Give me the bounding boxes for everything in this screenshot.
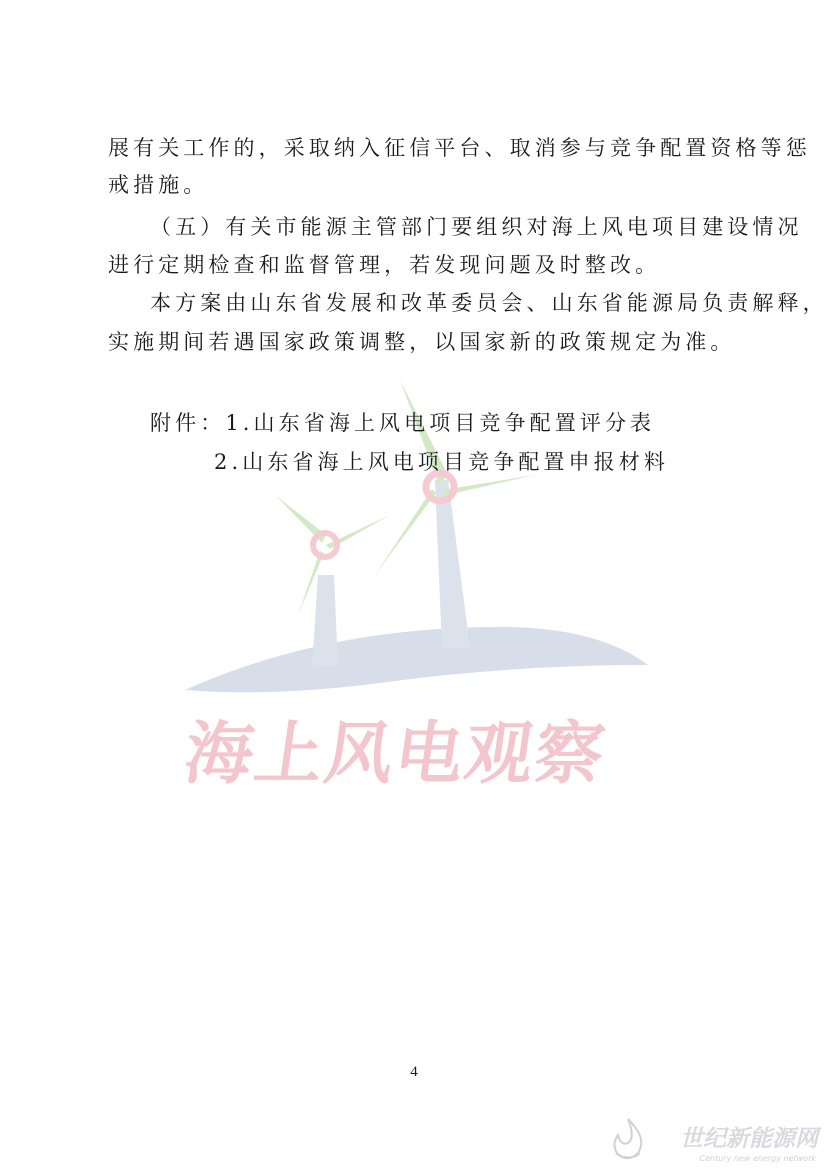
body-line-4: 进行定期检查和监督管理，若发现问题及时整改。 (108, 253, 661, 277)
attachments-label (150, 408, 655, 438)
attachment-item-2: 2.山东省海上风电项目竞争配置申报材料 (214, 450, 669, 474)
page-number: 4 (410, 1064, 418, 1080)
corner-watermark-subtext: Century new energy network (699, 1154, 816, 1163)
attachment-item-1: 1.山东省海上风电项目竞争配置评分表 (225, 411, 656, 435)
body-line-6: 实施期间若遇国家政策调整，以国家新的政策规定为准。 (108, 330, 736, 354)
body-line-5: 本方案由山东省发展和改革委员会、山东省能源局负责解释， (150, 291, 828, 315)
body-line-1: 展有关工作的，采取纳入征信平台、取消参与竞争配置资格等惩 (108, 136, 811, 160)
body-line-3: （五）有关市能源主管部门要组织对海上风电项目建设情况 (150, 215, 803, 239)
watermark-text: 海上风电观察 (179, 715, 611, 794)
attachments-label-text: 附件： (150, 411, 226, 435)
flame-icon (608, 1117, 648, 1161)
corner-watermark-text: 世纪新能源网 (680, 1126, 818, 1152)
body-line-2: 戒措施。 (108, 173, 209, 197)
